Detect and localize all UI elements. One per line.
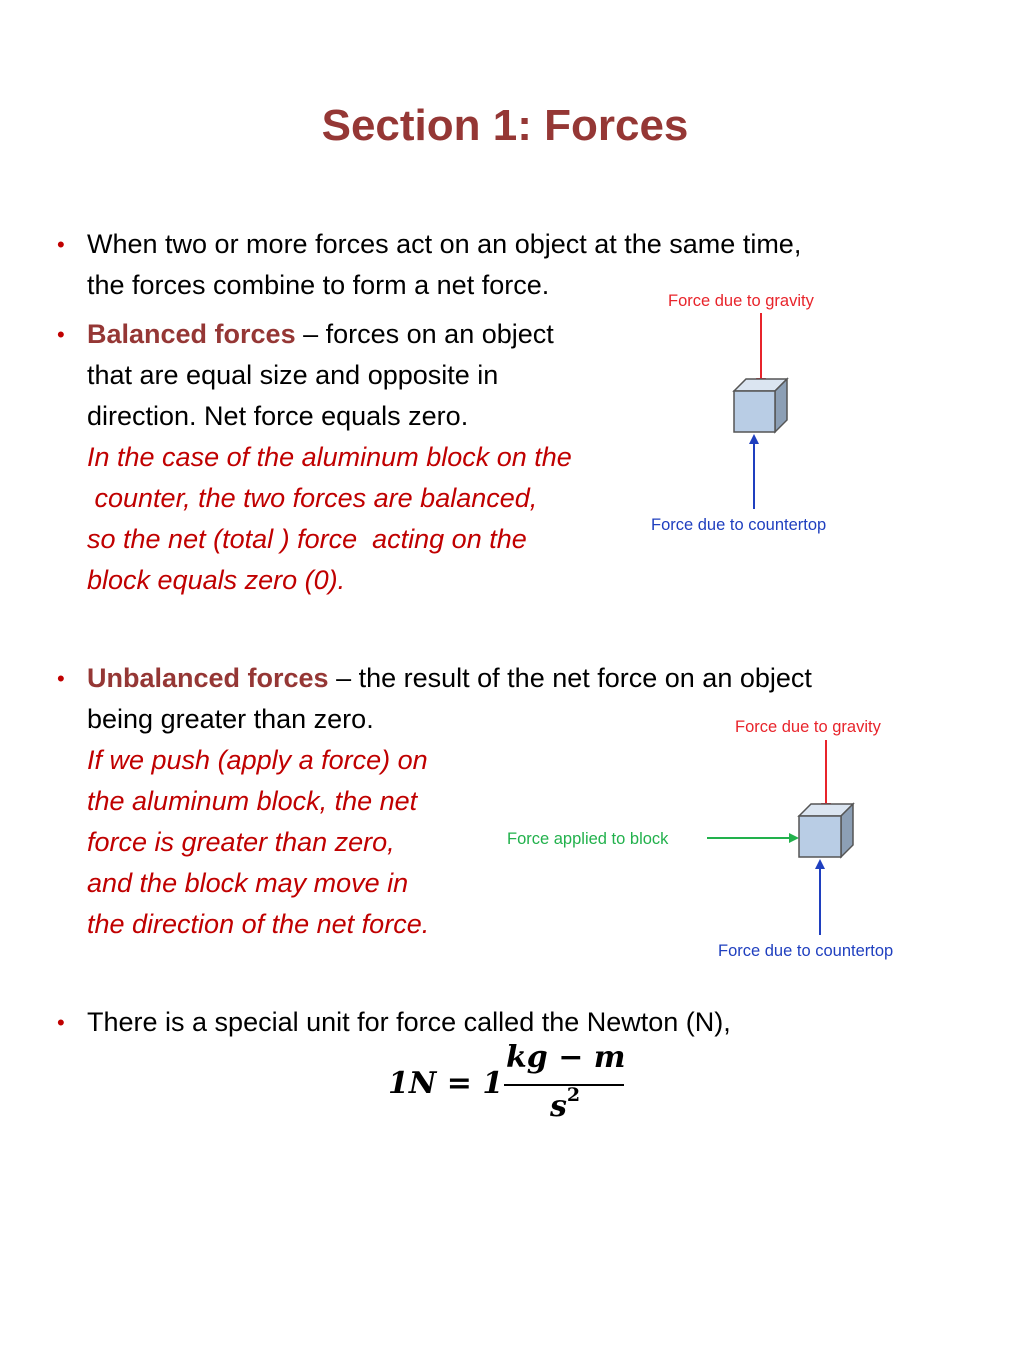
balanced-example-line-3: so the net (total ) force acting on the <box>87 524 527 554</box>
bullet-1-line-2: the forces combine to form a net force. <box>87 270 550 300</box>
bullet-2-line-3: direction. Net force equals zero. <box>87 401 469 431</box>
unbalanced-example-line-5: the direction of the net force. <box>87 909 430 939</box>
gravity-label: Force due to gravity <box>668 292 814 310</box>
unbalanced-definition: – the result of the net force on an object <box>328 663 812 693</box>
balanced-example-line-1: In the case of the aluminum block on the <box>87 442 572 472</box>
bullet-3-line-2: being greater than zero. <box>87 704 374 734</box>
bullet-2-line-2: that are equal size and opposite in <box>87 360 499 390</box>
bullet-marker: • <box>57 232 65 257</box>
countertop-label: Force due to countertop <box>718 942 894 960</box>
bullet-newton-unit <box>87 1002 987 1043</box>
unbalanced-example-line-4: and the block may move in <box>87 868 409 898</box>
bullet-marker: • <box>57 666 65 691</box>
formula-lhs: 1N = 1 <box>388 1066 504 1101</box>
formula-numerator: kg − m <box>506 1040 626 1075</box>
newton-formula <box>388 1040 628 1126</box>
bullet-balanced-forces <box>87 314 667 601</box>
unbalanced-forces-diagram <box>500 710 960 970</box>
bullet-2-line-1 <box>87 314 667 355</box>
term-balanced-forces: Balanced forces <box>87 319 296 349</box>
applied-force-label: Force applied to block <box>507 830 669 848</box>
balanced-definition: – forces on an object <box>295 319 554 349</box>
bullet-marker: • <box>57 322 65 347</box>
unbalanced-example-line-1: If we push (apply a force) on <box>87 745 428 775</box>
slide-title: Section 1: Forces <box>321 101 689 150</box>
fraction-bar <box>504 1084 624 1086</box>
aluminum-block <box>799 804 853 857</box>
bullet-1-line-1: When two or more forces act on an object at the same time, <box>87 229 802 259</box>
denominator-base: s <box>550 1089 567 1124</box>
unbalanced-example-line-2: the aluminum block, the net <box>87 786 418 816</box>
balanced-example-line-2: counter, the two forces are balanced, <box>87 483 538 513</box>
formula-denominator <box>550 1084 581 1124</box>
balanced-forces-diagram <box>640 285 880 545</box>
gravity-label: Force due to gravity <box>735 718 881 736</box>
balanced-example-line-4: block equals zero (0). <box>87 565 346 595</box>
aluminum-block <box>734 379 787 432</box>
bullet-4-line-1: There is a special unit for force called the Newton (N), <box>87 1007 731 1037</box>
unbalanced-example-line-3: force is greater than zero, <box>87 827 395 857</box>
term-unbalanced-forces: Unbalanced forces <box>87 663 329 693</box>
bullet-marker: • <box>57 1010 65 1035</box>
denominator-exponent: 2 <box>566 1084 581 1106</box>
bullet-3-line-1 <box>87 658 987 699</box>
countertop-label: Force due to countertop <box>651 516 827 534</box>
